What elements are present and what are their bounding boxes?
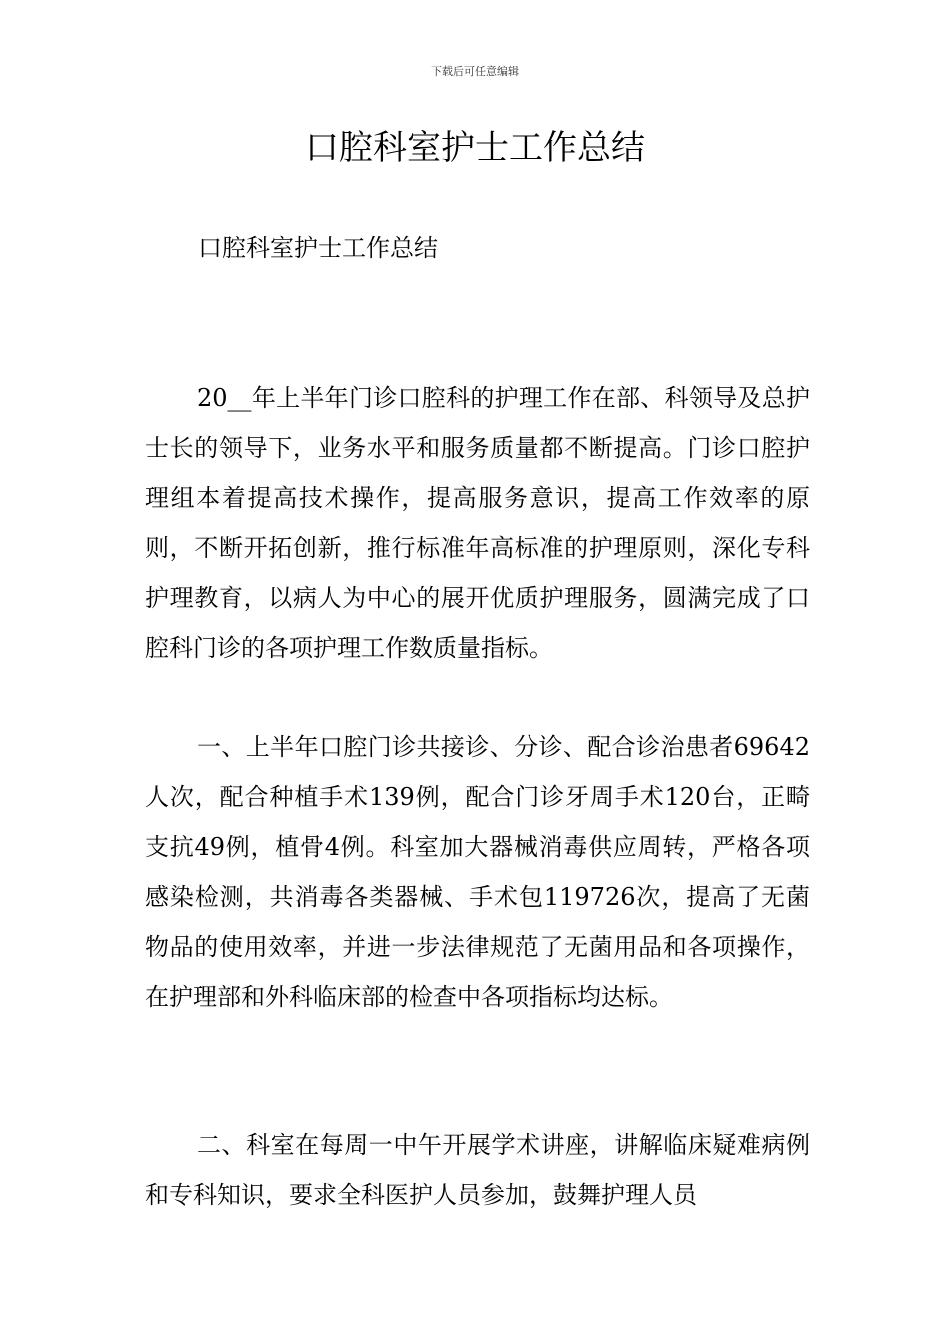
paragraph-section-2: 二、科室在每周一中午开展学术讲座，讲解临床疑难病例和专科知识，要求全科医护人员参加，鼓舞护理人员 <box>145 1131 810 1209</box>
document-subtitle: 口腔科室护士工作总结 <box>198 234 438 262</box>
paragraph-intro: 20__年上半年门诊口腔科的护理工作在部、科领导及总护士长的领导下，业务水平和服务质量都不断提高。门诊口腔护理组本着提高技术操作，提高服务意识，提高工作效率的原则，不断开拓创新，推行标准年高标准的护理原则，深化专科护理教育，以病人为中心的展开优质护理服务，圆满完成了口腔科门诊的各项护理工作数质量指标。 <box>145 384 810 662</box>
header-note: 下载后可任意编辑 <box>431 65 519 78</box>
paragraph-section-1: 一、上半年口腔门诊共接诊、分诊、配合诊治患者69642人次，配合种植手术139例，配合门诊牙周手术120台，正畸支抗49例，植骨4例。科室加大器械消毒供应周转，严格各项感染检测，共消毒各类器械、手术包119726次，提高了无菌物品的使用效率，并进一步法律规范了无菌用品和各项操作，在护理部和外科临床部的检查中各项指标均达标。 <box>145 733 810 1011</box>
document-title: 口腔科室护士工作总结 <box>305 128 645 168</box>
